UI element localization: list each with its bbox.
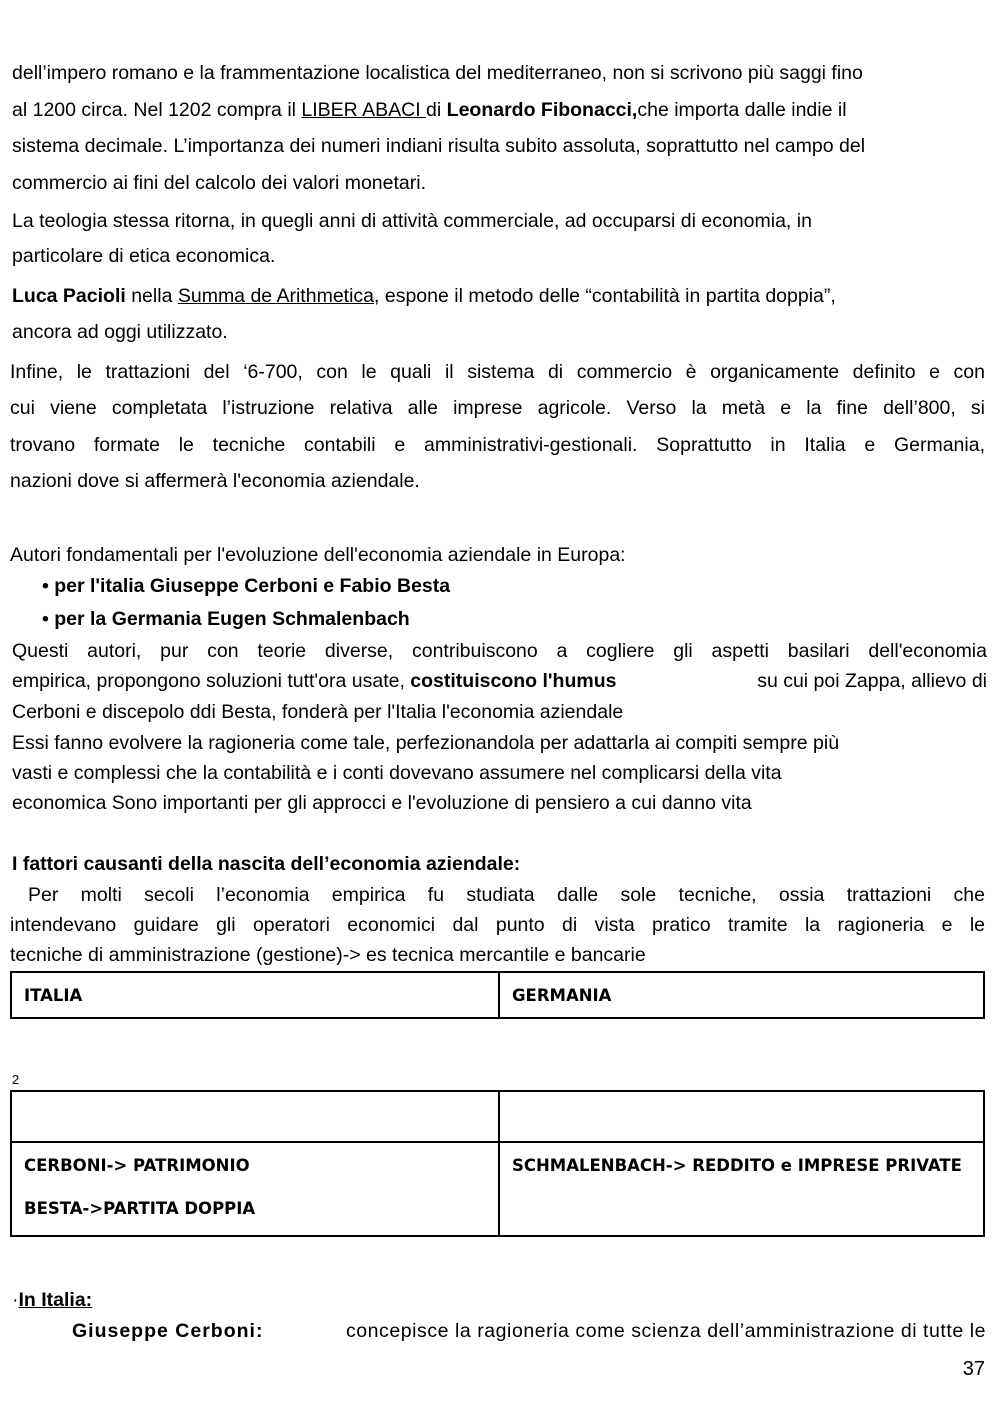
text-line: sistema decimale. L’importanza dei numeri indiani risulta subito assoluta, soprattutto nel campo del (12, 135, 866, 157)
besta-entry: BESTA->PARTITA DOPPIA (24, 1199, 256, 1218)
table-header-italia: ITALIA (11, 972, 499, 1018)
table-cell-empty (499, 1091, 984, 1142)
bullet-germany-authors: • per la Germania Eugen Schmalenbach (42, 608, 410, 630)
table-cell-empty (11, 1091, 499, 1142)
text-line: trovano formate le tecniche contabili e amministrativi-gestionali. Soprattutto in Italia e Germania, (10, 434, 985, 456)
fibonacci-name: Leonardo Fibonacci, (446, 99, 638, 121)
text-line: Infine, le trattazioni del ‘6-700, con le quali il sistema di commercio è organicamente definito e con (10, 361, 985, 383)
cerboni-entry: CERBONI-> PATRIMONIO (24, 1156, 250, 1175)
text-line: tecniche di amministrazione (gestione)-> es tecnica mercantile e bancarie (10, 944, 646, 966)
italia-heading-line (12, 1289, 987, 1311)
humus-emphasis: costituiscono l'humus (410, 670, 617, 692)
italia-heading: In Italia: (18, 1289, 93, 1311)
table-cell-italy-authors (11, 1142, 499, 1236)
text-line: Per molti secoli l’economia empirica fu studiata dalle sole tecniche, ossia trattazioni che (28, 884, 985, 906)
table-cell-germany-authors (499, 1142, 984, 1236)
text-line: empirica, propongono soluzioni tutt'ora usate, costituiscono l'humus su cui poi Zappa, allievo di (12, 670, 987, 692)
footnote-page-number: 2 (12, 1072, 20, 1087)
summa-title: Summa de Arithmetica, (177, 285, 380, 307)
comparison-table-header (10, 971, 985, 1019)
text-line: dell’impero romano e la frammentazione localistica del mediterraneo, non si scrivono più saggi fino (12, 62, 863, 84)
text-line: particolare di etica economica. (12, 245, 276, 267)
factors-heading: I fattori causanti della nascita dell’economia aziendale: (12, 853, 521, 875)
text-line: ancora ad oggi utilizzato. (12, 321, 228, 343)
bullet-dot: · (12, 1289, 19, 1311)
text-line: cui viene completata l’istruzione relativa alle imprese agricole. Verso la metà e la fine dell’800, si (10, 397, 985, 419)
bullet-italy-authors: • per l'italia Giuseppe Cerboni e Fabio Besta (42, 575, 451, 597)
text-line: commercio ai fini del calcolo dei valori monetari. (12, 172, 427, 194)
text-line: economica Sono importanti per gli approcci e l'evoluzione di pensiero a cui danno vita (12, 792, 752, 814)
schmalenbach-entry: SCHMALENBACH-> REDDITO e IMPRESE PRIVATE (512, 1156, 962, 1175)
text-line: nazioni dove si affermerà l'economia aziendale. (10, 470, 420, 492)
text-line: La teologia stessa ritorna, in quegli anni di attività commerciale, ad occuparsi di economia, in (12, 210, 812, 232)
cerboni-name: Giuseppe Cerboni: (72, 1320, 264, 1342)
page-number: 37 (962, 1358, 985, 1380)
text-line: Questi autori, pur con teorie diverse, contribuiscono a cogliere gli aspetti basilari dell'economia (12, 640, 987, 662)
text-line: Essi fanno evolvere la ragioneria come tale, perfezionandola per adattarla ai compiti sempre più (12, 732, 840, 754)
comparison-table-body (10, 1090, 985, 1237)
text-line: Cerboni e discepolo ddi Besta, fonderà per l'Italia l'economia aziendale (12, 701, 624, 723)
pacioli-name: Luca Pacioli (12, 285, 126, 307)
authors-intro: Autori fondamentali per l'evoluzione dell'economia aziendale in Europa: (10, 544, 626, 566)
liber-abaci-title: LIBER ABACI (301, 99, 427, 121)
text-line: vasti e complessi che la contabilità e i conti dovevano assumere nel complicarsi della vita (12, 762, 782, 784)
text-line: Giuseppe Cerboni: concepisce la ragioneria come scienza dell’amministrazione di tutte le (72, 1320, 986, 1342)
text-line: al 1200 circa. Nel 1202 compra il LIBER ABACI di Leonardo Fibonacci,che importa dalle indie il (12, 99, 847, 121)
text-line: Luca Pacioli nella Summa de Arithmetica, espone il metodo delle “contabilità in partita doppia”, (12, 285, 836, 307)
table-header-germania: GERMANIA (499, 972, 984, 1018)
text-line: intendevano guidare gli operatori economici dal punto di vista pratico tramite la ragioneria e le (10, 914, 985, 936)
